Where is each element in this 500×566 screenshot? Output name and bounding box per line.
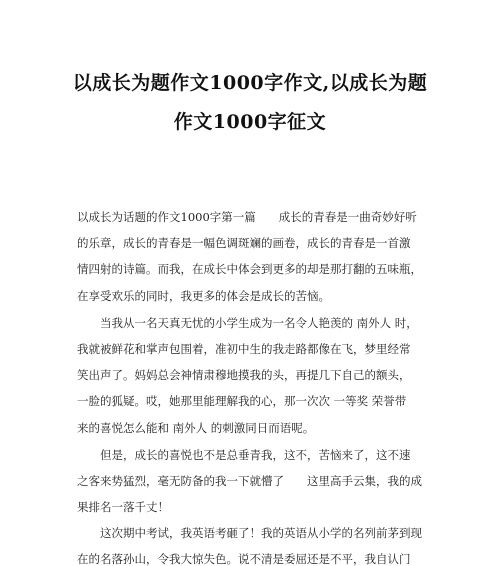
body-line: 当我从一名天真无忧的小学生成为一名令人艳羡的 南外人 时， bbox=[77, 316, 418, 330]
body-line: 之客来势猛烈，毫无防备的我一下就懵了 这里高手云集，我的成 bbox=[77, 474, 422, 488]
document-title-line-2: 作文1000字征文 bbox=[173, 111, 327, 133]
body-line: 来的喜悦怎么能和 南外人 的刺激同日而语呢。 bbox=[77, 421, 315, 435]
document-title-line-1: 以成长为题作文1000字作文,以成长为题 bbox=[72, 72, 428, 94]
body-line: 笑出声了。妈妈总会神情肃穆地摸我的头，再提几下自己的额头， bbox=[77, 368, 411, 382]
body-line: 我就被鲜花和掌声包围着，准初中生的我走路都像在飞，梦里经常 bbox=[77, 342, 411, 356]
body-line: 的乐章，成长的青春是一幅色调斑斓的画卷，成长的青春是一首激 bbox=[77, 236, 411, 250]
body-line: 在的名落孙山，令我大惊失色。说不清是委屈还是不平，我自认门 bbox=[77, 552, 411, 566]
body-line: 一脸的狐疑。哎，她那里能理解我的心，那一次次 一等奖 荣誉带 bbox=[77, 394, 407, 408]
body-line: 果排名一落千丈！ bbox=[77, 500, 169, 514]
body-line: 但是，成长的喜悦也不是总垂青我，这不，苦恼来了，这不速 bbox=[77, 448, 411, 462]
body-line: 情四射的诗篇。而我，在成长中体会到更多的却是那打翻的五味瓶， bbox=[77, 262, 422, 276]
body-line: 这次期中考试，我英语考砸了！我的英语从小学的名列前茅到现 bbox=[77, 526, 422, 540]
body-line: 以成长为话题的作文1000字第一篇 成长的青春是一曲奇妙好听 bbox=[77, 210, 417, 224]
body-line: 在享受欢乐的同时，我更多的体会是成长的苦恼。 bbox=[77, 289, 330, 303]
